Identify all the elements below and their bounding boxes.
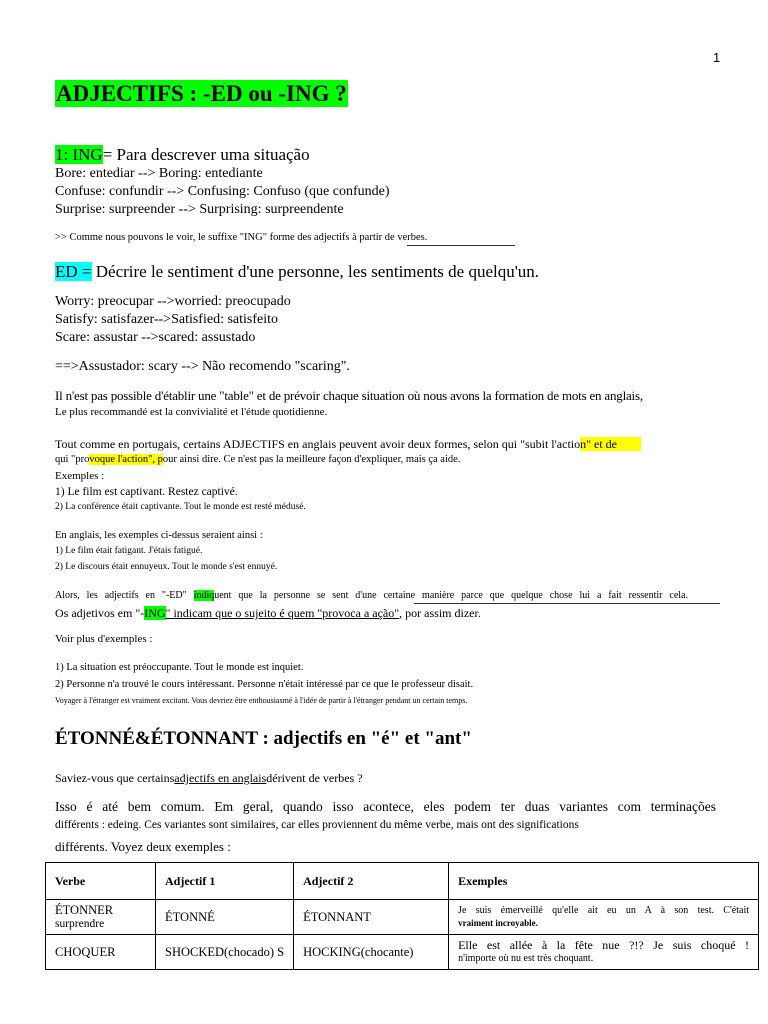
ing-note-underline: [407, 245, 515, 246]
para2-line2-highlight: voque l'action", p: [89, 454, 163, 465]
alors-line: [55, 590, 688, 601]
ing-heading: [55, 145, 310, 165]
ed-line-2: Satisfy: satisfazer-->Satisfied: satisfeito: [55, 312, 279, 327]
para2-line2-a: qui "pro: [55, 454, 90, 465]
section2-question-link[interactable]: adjectifs en anglais: [174, 771, 267, 785]
ing-note-link[interactable]: partir de verbes.: [359, 232, 428, 243]
ing-tag: 1: ING: [55, 145, 103, 164]
page-number: 1: [713, 50, 721, 65]
cell-exemples-line2: n'importe où nu est très choquant.: [458, 953, 594, 964]
verbs-table: [45, 862, 759, 970]
ed-tag: ED =: [55, 262, 92, 281]
para2-line1-highlight: n" et de: [580, 437, 641, 451]
scary-line: ==>Assustador: scary --> Não recomendo "scaring".: [55, 359, 350, 374]
ing-note: [55, 232, 427, 243]
more-examples-label: Voir plus d'exemples :: [55, 633, 153, 645]
cell-verbe-main: CHOQUER: [55, 944, 116, 959]
cell-adjectif-2: ÉTONNANT: [294, 900, 449, 935]
example-2: 2) La conférence était captivante. Tout le monde est resté médusé.: [55, 502, 306, 512]
cell-verbe: [46, 935, 156, 970]
ed-line-1: Worry: preocupar -->worried: preocupado: [55, 294, 291, 309]
section2-para-line3: différents. Voyez deux exemples :: [55, 839, 231, 854]
ed-heading-text: Décrire le sentiment d'une personne, les sentiments de quelqu'un.: [91, 262, 540, 281]
header-adjectif-2: Adjectif 2: [294, 863, 449, 900]
ing-line-3: Surprise: surpreender --> Surprising: surpreendente: [55, 202, 344, 217]
table-row: [46, 900, 759, 935]
cell-verbe-sub: surprendre: [55, 918, 105, 930]
examples-label: Exemples :: [55, 470, 105, 482]
para2-line2: [55, 454, 460, 465]
alors-line-a: Alors, les adjectifs en "-ED": [55, 590, 194, 601]
cell-exemples-line1: Je suis émerveillé qu'elle ait eu un A à son test. C'était: [458, 905, 749, 916]
page-title: ADJECTIFS : -ED ou -ING ?: [56, 81, 347, 106]
cell-exemples: [449, 935, 759, 970]
table-row: [46, 935, 759, 970]
os-line-a: Os adjetivos em "-: [55, 606, 145, 620]
para1-line2: Le plus recommandé est la convivialité et l'étude quotidienne.: [55, 406, 328, 418]
english-example-1: 1) Le film était fatigant. J'étais fatigué.: [55, 546, 203, 556]
english-examples-intro: En anglais, les exemples ci-dessus seraient ainsi :: [55, 530, 263, 541]
ing-line-2: Confuse: confundir --> Confusing: Confuso (que confunde): [55, 184, 390, 199]
os-line-c: " indicam que o sujeito é quem "provoca a ação": [165, 606, 400, 620]
more-example-3: Voyager à l'étranger est vraiment excitant. Vous devriez être enthousiasmé à l'idée de partir à l'étranger pendant un certain temps.: [55, 696, 468, 705]
ed-line-3: Scare: assustar -->scared: assustado: [55, 330, 256, 345]
alors-underline: [414, 603, 720, 604]
section2-question: [55, 771, 363, 786]
cell-exemples-line1: Elle est allée à la fête nue ?!? Je suis choqué !: [458, 938, 749, 952]
ed-heading: [55, 262, 539, 282]
header-adjectif-1: Adjectif 1: [156, 863, 294, 900]
cell-verbe-main: ÉTONNER: [55, 903, 114, 917]
section2-heading: ÉTONNÉ&ÉTONNANT : adjectifs en "é" et "ant": [55, 728, 472, 749]
para2-line1-a: Tout comme en portugais, certains ADJECTIFS en anglais peuvent avoir deux formes, selon qui "subit l'actio: [55, 437, 581, 451]
example-1: 1) Le film est captivant. Restez captivé.: [55, 486, 238, 498]
cell-verbe: [46, 900, 156, 935]
section2-question-c: dérivent de verbes ?: [266, 771, 363, 785]
section2-para-line1: Isso é até bem comum. Em geral, quando isso acontece, eles podem ter duas variantes com terminações: [55, 799, 716, 814]
cell-adjectif-1: ÉTONNÉ: [156, 900, 294, 935]
more-example-2: 2) Personne n'a trouvé le cours intéressant. Personne n'était intéressé par ce que le professeur disait.: [55, 679, 474, 690]
cell-exemples: [449, 900, 759, 935]
table-header-row: [46, 863, 759, 900]
para2-line1: [55, 437, 641, 452]
para1-line1: Il n'est pas possible d'établir une "table" et de prévoir chaque situation où nous avons la formation de mots en anglais,: [55, 388, 643, 403]
header-verbe: Verbe: [46, 863, 156, 900]
para2-line2-c: our ainsi dire. Ce n'est pas la meilleure façon d'expliquer, mais ça aide.: [162, 454, 461, 465]
english-example-2: 2) Le discours était ennuyeux. Tout le monde s'est ennuyé.: [55, 562, 278, 572]
header-exemples: Exemples: [449, 863, 759, 900]
os-line: [55, 606, 481, 621]
more-example-1: 1) La situation est préoccupante. Tout le monde est inquiet.: [55, 662, 304, 673]
os-line-d: , por assim dizer.: [399, 606, 481, 620]
ing-heading-text: = Para descrever uma situação: [102, 145, 310, 164]
section2-question-a: Saviez-vous que certains: [55, 771, 175, 785]
os-line-highlight: ING: [144, 606, 166, 620]
ing-line-1: Bore: entediar --> Boring: entediante: [55, 166, 263, 181]
ing-note-text: >> Comme nous pouvons le voir, le suffixe "ING" forme des adjectifs à: [55, 232, 360, 243]
alors-line-highlight: indiq: [193, 590, 215, 601]
cell-adjectif-2: HOCKING(chocante): [294, 935, 449, 970]
section2-para-line2: différents : edeing. Ces variantes sont similaires, car elles proviennent du même verbe, mais ont des significations: [55, 819, 579, 831]
alors-line-c: uent que la personne se sent d'une certaine manière parce que quelque chose lui a fait ressentir cela.: [214, 590, 688, 601]
cell-exemples-line2: vraiment incroyable.: [458, 918, 538, 928]
cell-adjectif-1: SHOCKED(chocado) S: [156, 935, 294, 970]
